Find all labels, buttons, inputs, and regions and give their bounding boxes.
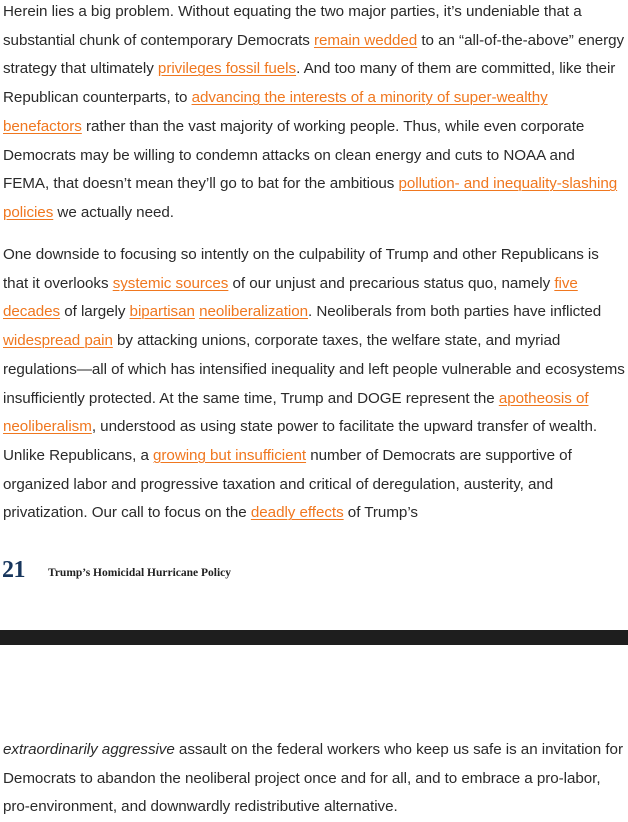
link-five-decades[interactable]: five decades xyxy=(3,274,578,321)
link-widespread-pain[interactable]: widespread pain xyxy=(3,332,113,350)
page-number: 21 xyxy=(2,556,25,583)
link-growing-but-insufficient[interactable]: growing but insufficient xyxy=(153,446,307,464)
link-systemic-sources[interactable]: systemic sources xyxy=(112,274,229,292)
text: by attacking unions, corporate taxes, the welfare state, and myriad regulations—all of which has intensified inequality and left people vulnerable and ecosystems insufficiently protected. At the same time, Trump and DOGE represent the xyxy=(3,332,625,407)
link-apotheosis-of-neoliberalism[interactable]: apotheosis of neoliberalism xyxy=(3,389,589,436)
text: of our unjust and precarious status quo, namely xyxy=(228,274,555,292)
running-title: Trump’s Homicidal Hurricane Policy xyxy=(48,567,232,579)
link-advancing-interests[interactable]: advancing the interests of a minority of super-wealthy benefactors xyxy=(3,89,548,135)
text: assault on the federal workers who keep us safe is an invitation for Democrats to abandon the neoliberal project once and for all, and to embrace a pro-labor, pro-environment, and downwardly redistributive alternative. xyxy=(3,741,623,816)
link-pollution-inequality-policies[interactable]: pollution- and inequality-slashing policies xyxy=(3,175,618,221)
link-privileges-fossil-fuels[interactable]: privileges fossil fuels xyxy=(157,60,297,78)
text: number of Democrats are supportive of organized labor and progressive taxation and critical of deregulation, austerity, and privatization. Our call to focus on the xyxy=(3,446,572,522)
text: we actually need. xyxy=(53,203,174,221)
page-footer xyxy=(2,553,231,587)
text: , understood as using state power to facilitate the upward transfer of wealth. Unlike Republicans, a xyxy=(3,418,598,464)
link-remain-wedded[interactable]: remain wedded xyxy=(313,31,418,49)
paragraph-3 xyxy=(3,736,625,822)
paragraph-1 xyxy=(3,0,625,228)
text: . And too many of them are committed, like their Republican counterparts, to xyxy=(3,60,616,107)
emphasis: extraordinarily aggressive xyxy=(3,741,175,758)
link-neoliberalization[interactable]: neoliberalization xyxy=(199,303,308,321)
paragraph-2 xyxy=(3,241,625,528)
text: of Trump’s xyxy=(343,504,418,522)
link-deadly-effects[interactable]: deadly effects xyxy=(250,504,344,522)
text: to an “all-of-the-above” energy strategy that ultimately xyxy=(3,31,625,78)
text: rather than the vast majority of working people. Thus, while even corporate Democrats may be willing to condemn attacks on clean energy and cuts to NOAA and FEMA, that doesn’t mean they’ll go to bat for the ambitious xyxy=(3,117,585,193)
page-divider xyxy=(0,630,628,645)
text: Herein lies a big problem. Without equating the two major parties, it’s undeniable that a substantial chunk of contemporary Democrats xyxy=(3,3,582,49)
text: of largely xyxy=(60,303,130,321)
text: One downside to focusing so intently on the culpability of Trump and other Republicans is that it overlooks xyxy=(3,246,599,292)
link-bipartisan[interactable]: bipartisan xyxy=(129,303,195,321)
text: . Neoliberals from both parties have inflicted xyxy=(308,303,602,321)
